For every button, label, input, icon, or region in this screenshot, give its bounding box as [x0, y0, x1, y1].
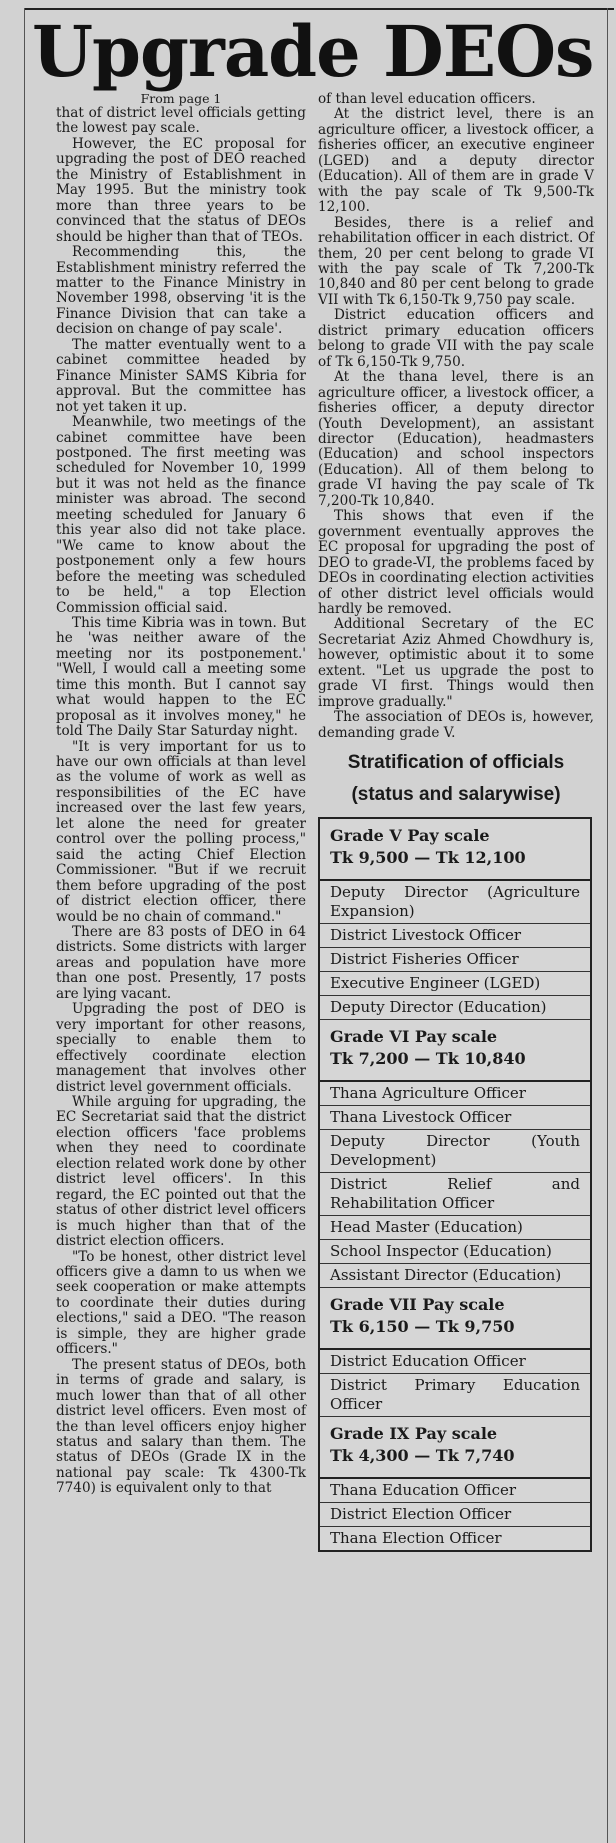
table-row: Executive Engineer (LGED) [320, 972, 590, 996]
paragraph: At the district level, there is an agriculture officer, a livestock officer, a fisheries officer, an executive engineer (LGED) and a deputy director (Education). All of them are in grade V with the pay scale of Tk 9,500-Tk 12,100. [318, 106, 594, 216]
right-rule [607, 8, 608, 1843]
left-column [56, 92, 306, 1497]
grade-header [320, 1020, 590, 1082]
pay-scale: Tk 4,300 — Tk 7,740 [330, 1446, 515, 1466]
paragraph: This shows that even if the government eventually approves the EC proposal for upgrading the post of DEO to grade-VI, the problems faced by DEOs in coordinating election activities of other district level officials would hardly be removed. [318, 508, 594, 617]
grade-label: Grade VII Pay scale [330, 1295, 505, 1315]
paragraph: There are 83 posts of DEO in 64 districts. Some districts with larger areas and population have more than one post. Presently, 17 posts are lying vacant. [56, 924, 306, 1002]
table-row: District Education Officer [320, 1350, 590, 1374]
paragraph: that of district level officials getting the lowest pay scale. [56, 105, 306, 137]
table-row: Assistant Director (Education) [320, 1264, 590, 1288]
table-row: District Primary Education Officer [320, 1374, 590, 1417]
table-row: District Relief and Rehabilitation Officer [320, 1173, 590, 1216]
stratification-table [318, 817, 592, 1552]
pay-scale: Tk 9,500 — Tk 12,100 [330, 848, 526, 868]
paragraph: "It is very important for us to have our own officials at than level as the volume of work as well as responsibilities of the EC have increased over the last few years, let alone the need for greater control over the polling process," said the acting Chief Election Commissioner. "But if we recruit them before upgrading of the post of district election officer, there would be no chain of command." [56, 738, 306, 925]
paragraph: However, the EC proposal for upgrading the post of DEO reached the Ministry of Establishment in May 1995. But the ministry took more than three years to be convinced that the status of DEOs should be higher than that of TEOs. [56, 135, 306, 245]
table-row: District Livestock Officer [320, 924, 590, 948]
table-row: District Election Officer [320, 1503, 590, 1527]
table-row: Thana Livestock Officer [320, 1106, 590, 1130]
table-row: Head Master (Education) [320, 1216, 590, 1240]
table-row: Thana Agriculture Officer [320, 1082, 590, 1106]
grade-label: Grade IX Pay scale [330, 1424, 498, 1444]
grade-header [320, 819, 590, 881]
paragraph: The matter eventually went to a cabinet committee headed by Finance Minister SAMS Kibria for approval. But the committee has not yet taken it up. [56, 336, 306, 415]
from-page-label: From page 1 [140, 91, 222, 106]
paragraph: Upgrading the post of DEO is very important for other reasons, specially to enable them to effectively coordinate election management that involves other district level government officials. [56, 1001, 306, 1095]
pay-scale: Tk 6,150 — Tk 9,750 [330, 1317, 515, 1337]
grade-label: Grade V Pay scale [330, 826, 490, 846]
paragraph: Additional Secretary of the EC Secretariat Aziz Ahmed Chowdhury is, however, optimistic about it to some extent. "Let us upgrade the post to grade VI first. Things would then improve gradually." [318, 616, 594, 710]
table-row: Deputy Director (Youth Development) [320, 1130, 590, 1173]
paragraph: District education officers and district primary education officers belong to grade VII with the pay scale of Tk 6,150-Tk 9,750. [318, 307, 594, 370]
paragraph: Meanwhile, two meetings of the cabinet committee have been postponed. The first meeting was scheduled for November 10, 1999 but it was not held as the finance minister was abroad. The second meeting scheduled for January 6 this year also did not take place. "We came to know about the postponement only a few hours before the meeting was scheduled to be held," a top Election Commission official said. [56, 414, 306, 616]
paragraph: While arguing for upgrading, the EC Secretariat said that the district election officers 'face problems when they need to coordinate election related work done by other district level officers'. In this regard, the EC pointed out that the status of other district level officers is much higher than that of the district election officers. [56, 1094, 306, 1250]
right-column [318, 92, 594, 1552]
paragraph: "To be honest, other district level officers give a damn to us when we seek cooperation or make attempts to coordinate their duties during elections," said a DEO. "The reason is simple, they are higher grade officers." [56, 1248, 306, 1358]
paragraph: The association of DEOs is, however, demanding grade V. [318, 709, 594, 741]
table-title-line: (status and salarywise) [351, 784, 561, 806]
table-row: School Inspector (Education) [320, 1240, 590, 1264]
grade-header [320, 1417, 590, 1479]
table-row: Thana Election Officer [330, 1529, 502, 1548]
table-row: Deputy Director (Education) [320, 996, 590, 1020]
table-title [318, 747, 594, 811]
table-row: District Fisheries Officer [320, 948, 590, 972]
paragraph: At the thana level, there is an agriculture officer, a livestock officer, a fisheries officer, a deputy director (Youth Development), an assistant director (Education), headmasters (Education) and school inspectors (Education). All of them belong to grade VI having the pay scale of Tk 7,200-Tk 10,840. [318, 369, 594, 509]
paragraph: The present status of DEOs, both in terms of grade and salary, is much lower than that of all other district level officers. Even most of the than level officers enjoy higher status and salary than them. The status of DEOs (Grade IX in the national pay scale: Tk 4300-Tk 7740) is equivalent only to that [56, 1356, 306, 1497]
paragraph: Recommending this, the Establishment ministry referred the matter to the Finance Ministry in November 1998, observing 'it is the Finance Division that can take a decision on change of pay scale'. [56, 244, 306, 338]
table-title-line: Stratification of officials [347, 752, 565, 774]
pay-scale: Tk 7,200 — Tk 10,840 [330, 1049, 526, 1069]
headline: Upgrade DEOs [32, 10, 594, 93]
left-rule [24, 8, 25, 1843]
table-row: Thana Education Officer [320, 1479, 590, 1503]
paragraph: This time Kibria was in town. But he 'was neither aware of the meeting nor its postponement.' "Well, I would call a meeting some time this month. But I cannot say what would happen to the EC proposal as it involves money," he told The Daily Star Saturday night. [56, 614, 306, 740]
paragraph: Besides, there is a relief and rehabilitation officer in each district. Of them, 20 per cent belong to grade VI with the pay scale of Tk 7,200-Tk 10,840 and 80 per cent belong to grade VII with Tk 6,150-Tk 9,750 pay scale. [318, 214, 594, 308]
paragraph: of than level education officers. [318, 91, 536, 107]
table-row: Deputy Director (Agriculture Expansion) [320, 881, 590, 924]
grade-header [320, 1288, 590, 1350]
grade-label: Grade VI Pay scale [330, 1027, 498, 1047]
